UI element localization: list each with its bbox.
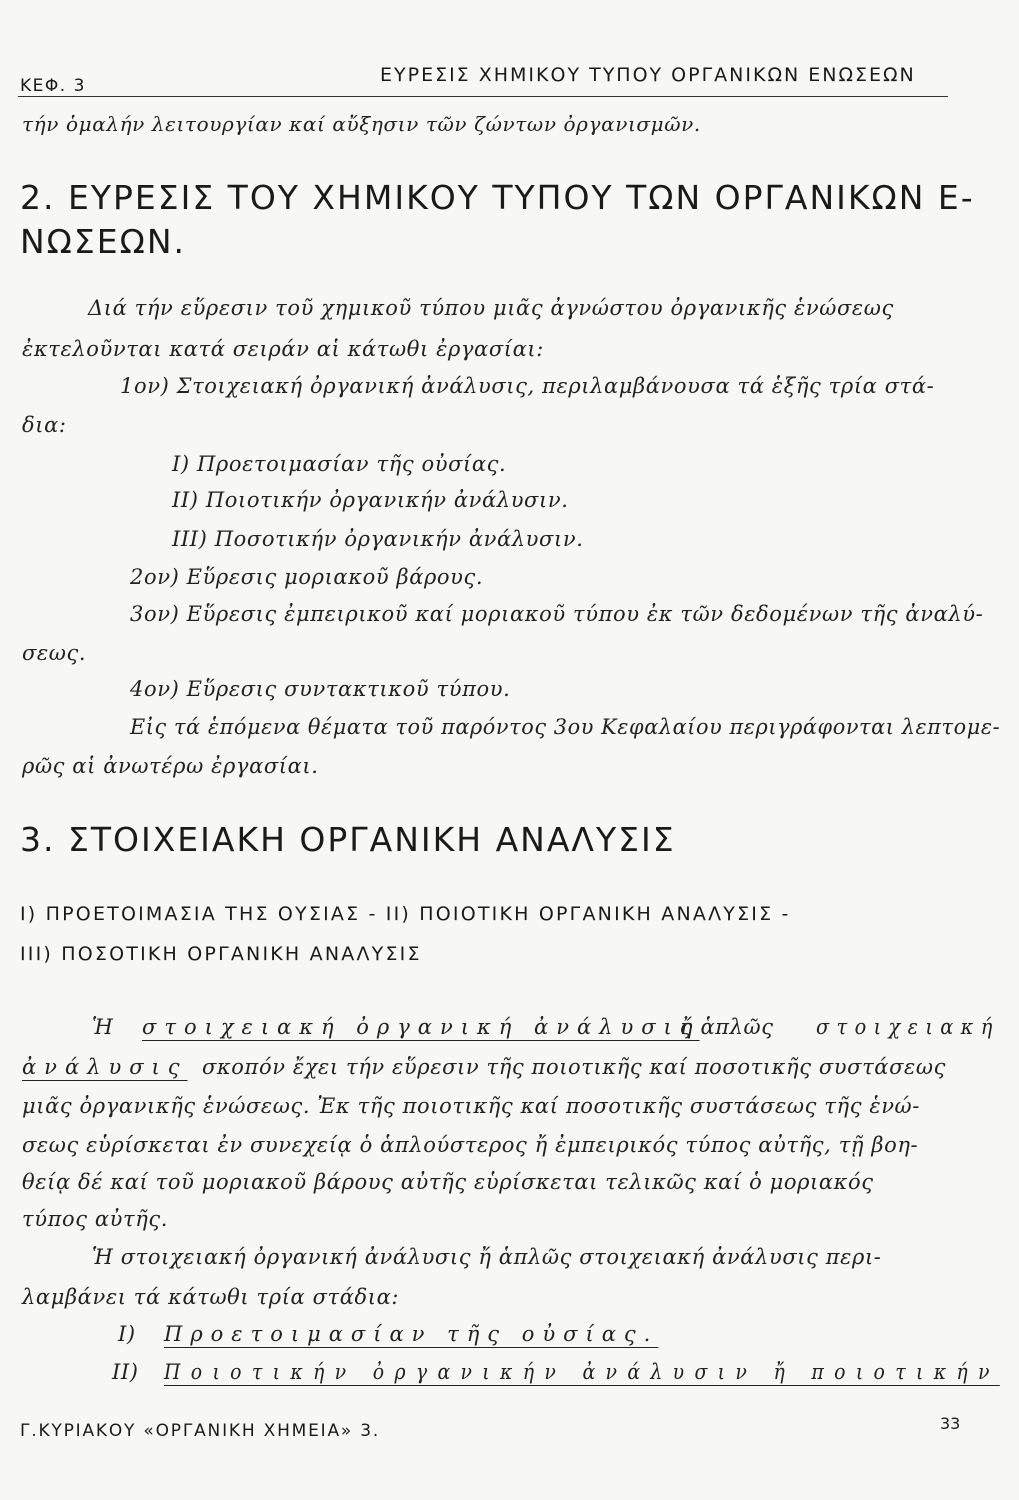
- section2-title-line1: 2. ΕΥΡΕΣΙΣ ΤΟΥ ΧΗΜΙΚΟΥ ΤΥΠΟΥ ΤΩΝ ΟΡΓΑΝΙΚΩΝ Ε-: [20, 178, 975, 217]
- section3-stage1-number: Ι): [118, 1322, 136, 1346]
- section2-title-line2: ΝΩΣΕΩΝ.: [20, 222, 186, 261]
- section2-item1-line1: 1ον) Στοιχειακή ὀργανική ἀνάλυσις, περιλαμβάνουσα τά ἑξῆς τρία στά-: [120, 374, 935, 398]
- footer-page-number: 33: [940, 1414, 961, 1433]
- section2-para2-line2: ρῶς αἱ ἀνωτέρω ἐργασίαι.: [22, 754, 319, 778]
- section3-p1-line1-a: Ἡ: [92, 1015, 114, 1039]
- section3-p1-line6: τύπος αὐτῆς.: [22, 1207, 169, 1231]
- section3-p2-line2: λαμβάνει τά κάτωθι τρία στάδια:: [22, 1285, 400, 1309]
- header-chapter: ΚΕΦ. 3: [20, 76, 86, 96]
- section3-stage2-number: ΙΙ): [112, 1360, 139, 1384]
- section3-p1-term-underlined: στοιχειακή ὀργανική ἀνάλυσις: [142, 1015, 700, 1039]
- section3-p2-line1: Ἡ στοιχειακή ὀργανική ἀνάλυσις ἤ ἁπλῶς στοιχειακή ἀνάλυσις περι-: [92, 1245, 882, 1269]
- section3-p1-line5: θείᾳ δέ καί τοῦ μοριακοῦ βάρους αὐτῆς εὑρίσκεται τελικῶς καί ὁ μοριακός: [22, 1170, 874, 1194]
- section3-title: 3. ΣΤΟΙΧΕΙΑΚΗ ΟΡΓΑΝΙΚΗ ΑΝΑΛΥΣΙΣ: [20, 820, 676, 859]
- section2-item4: 4ον) Εὕρεσις συντακτικοῦ τύπου.: [130, 677, 511, 701]
- header-rule: [18, 96, 948, 97]
- section3-p1-line4: σεως εὑρίσκεται ἐν συνεχείᾳ ὁ ἁπλούστερος ἤ ἐμπειρικός τύπος αὐτῆς, τῇ βοη-: [22, 1133, 919, 1157]
- section2-sub2: ΙΙ) Ποιοτικήν ὀργανικήν ἀνάλυσιν.: [172, 488, 569, 512]
- section3-subtitle-line2: ΙΙΙ) ΠΟΣΟΤΙΚΗ ΟΡΓΑΝΙΚΗ ΑΝΑΛΥΣΙΣ: [20, 943, 422, 965]
- section2-item3-line1: 3ον) Εὕρεσις ἐμπειρικοῦ καί μοριακοῦ τύπου ἐκ τῶν δεδομένων τῆς ἀναλύ-: [130, 602, 984, 626]
- section2-item1-line2: δια:: [22, 413, 67, 437]
- header-title: ΕΥΡΕΣΙΣ ΧΗΜΙΚΟΥ ΤΥΠΟΥ ΟΡΓΑΝΙΚΩΝ ΕΝΩΣΕΩΝ: [380, 64, 916, 86]
- section3-p1-line2-b: σκοπόν ἔχει τήν εὕρεσιν τῆς ποιοτικῆς καί ποσοτικῆς συστάσεως: [202, 1055, 946, 1079]
- section2-para1-line2: ἐκτελοῦνται κατά σειράν αἱ κάτωθι ἐργασίαι:: [22, 337, 544, 361]
- section2-para1-line1: Διά τήν εὕρεσιν τοῦ χημικοῦ τύπου μιᾶς ἀγνώστου ὀργανικῆς ἑνώσεως: [88, 296, 894, 320]
- section2-para2-line1: Εἰς τά ἑπόμενα θέματα τοῦ παρόντος 3ου Κεφαλαίου περιγράφονται λεπτομε-: [130, 715, 1001, 739]
- section2-item3-line2: σεως.: [22, 641, 87, 665]
- section3-stage1-text: Προετοιμασίαν τῆς οὐσίας.: [164, 1322, 659, 1346]
- section3-p1-line3: μιᾶς ὀργανικῆς ἑνώσεως. Ἐκ τῆς ποιοτικῆς καί ποσοτικῆς συστάσεως τῆς ἑνώ-: [22, 1094, 920, 1118]
- section3-p1-line1-d: στοιχειακή: [816, 1015, 1000, 1039]
- section2-item2: 2ον) Εὕρεσις μοριακοῦ βάρους.: [130, 565, 484, 589]
- section2-sub1: Ι) Προετοιμασίαν τῆς οὐσίας.: [172, 452, 507, 476]
- intro-line: τήν ὁμαλήν λειτουργίαν καί αὔξησιν τῶν ζώντων ὀργανισμῶν.: [22, 112, 701, 136]
- section3-subtitle-line1: Ι) ΠΡΟΕΤΟΙΜΑΣΙΑ ΤΗΣ ΟΥΣΙΑΣ - ΙΙ) ΠΟΙΟΤΙΚΗ ΟΡΓΑΝΙΚΗ ΑΝΑΛΥΣΙΣ -: [20, 903, 791, 925]
- section3-p1-line2-a: ἀνάλυσις: [22, 1055, 188, 1079]
- section3-stage2-text: Ποιοτικήν ὀργανικήν ἀνάλυσιν ἤ ποιοτικήν: [164, 1360, 1000, 1384]
- section2-sub3: ΙΙΙ) Ποσοτικήν ὀργανικήν ἀνάλυσιν.: [172, 527, 584, 551]
- footer-source: Γ.ΚΥΡΙΑΚΟΥ «ΟΡΓΑΝΙΚΗ ΧΗΜΕΙΑ» 3.: [20, 1421, 381, 1441]
- section3-p1-line1-c: ἤ ἁπλῶς: [680, 1015, 774, 1039]
